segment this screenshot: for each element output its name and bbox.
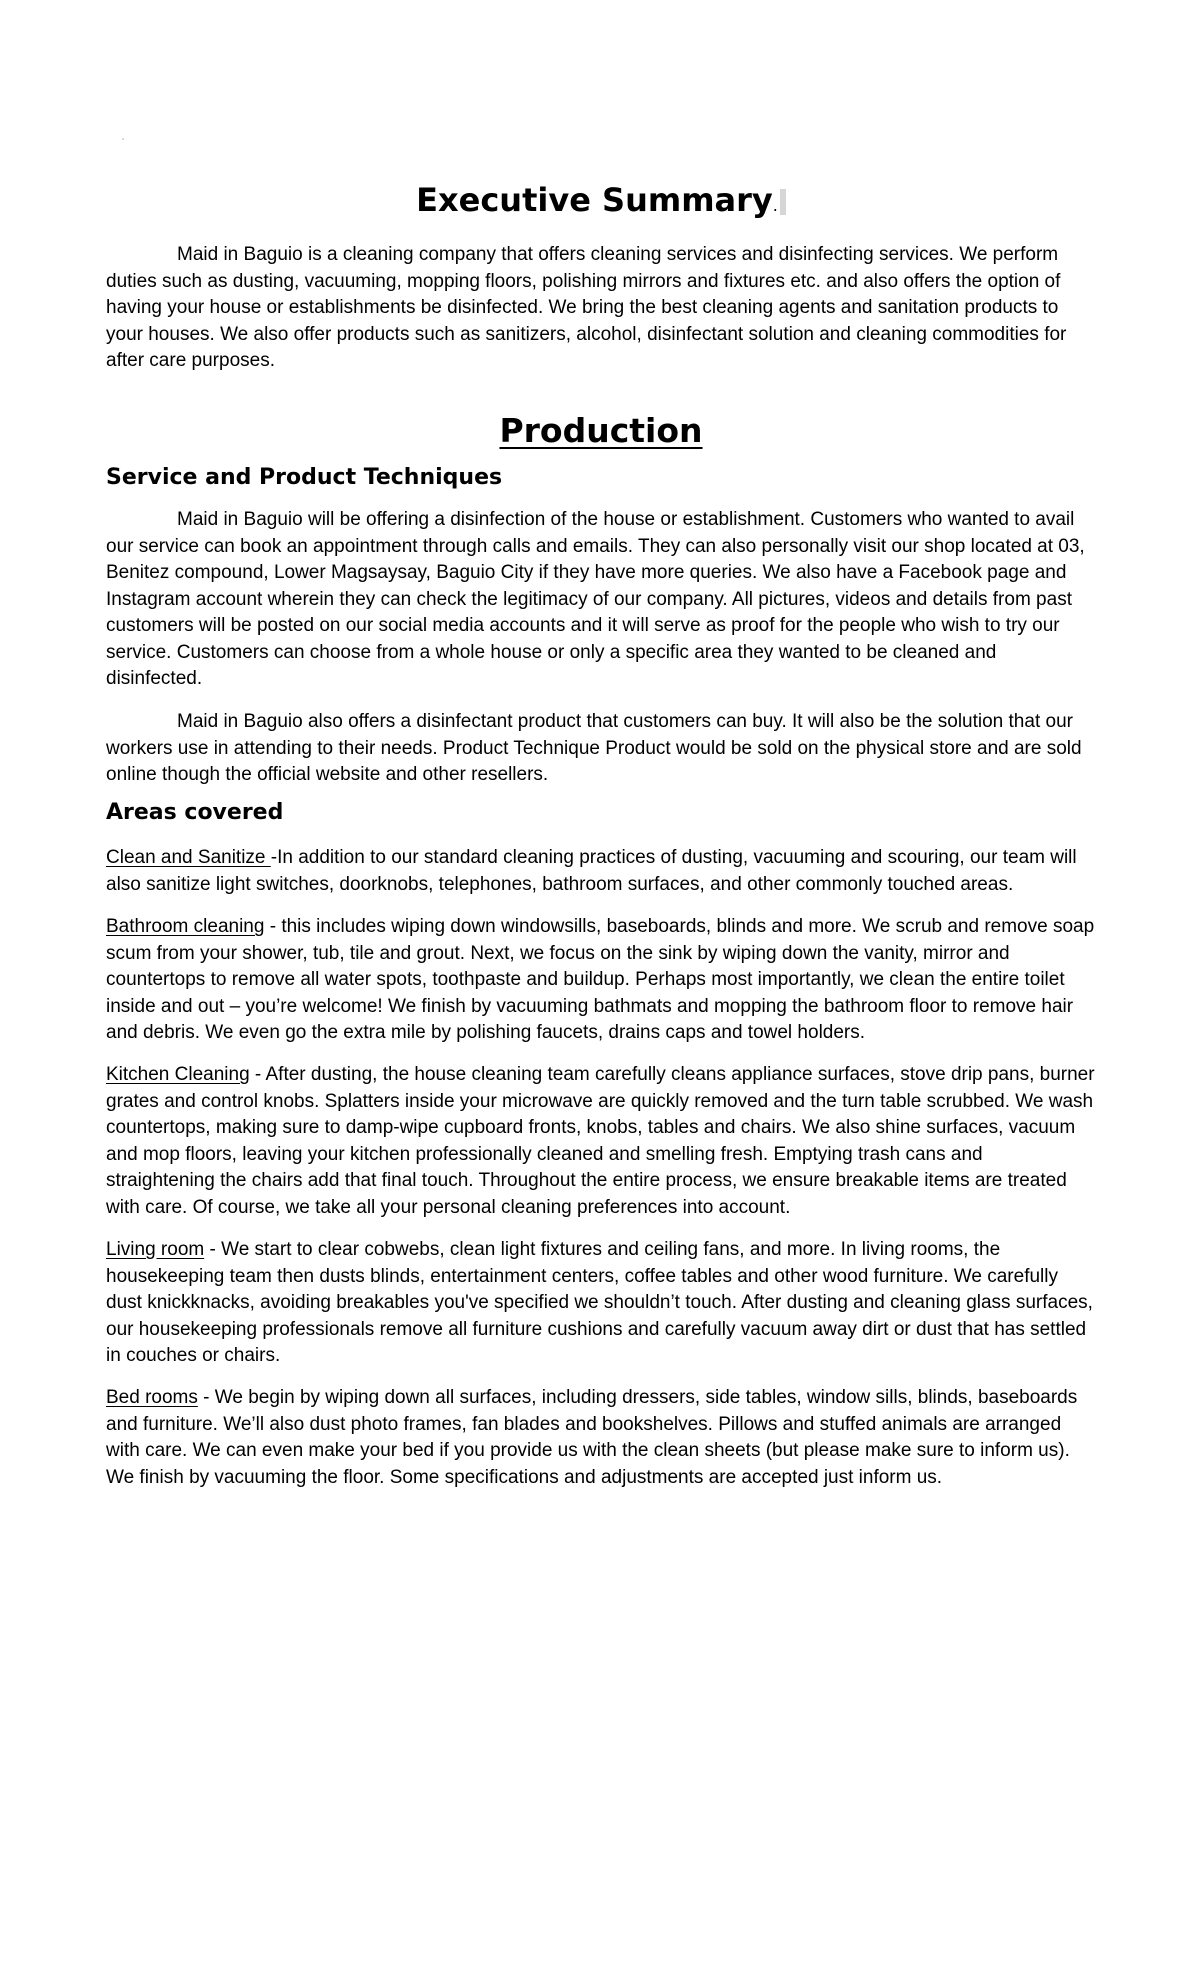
area-label: Kitchen Cleaning — [106, 1064, 250, 1085]
service-paragraph-1: Maid in Baguio will be offering a disinfection of the house or establishment. Customers who wanted to avail our service can book an appointment through calls and emails. They can also personally visit our shop located at 03, Benitez compound, Lower Magsaysay, Baguio City if they have more queries. We also have a Facebook page and Instagram account wherein they can check the legitimacy of our company. All pictures, videos and details from past customers will be posted on our social media accounts and it will serve as proof for the people who wish to try our service. Customers can choose from a whole house or only a specific area they wanted to be cleaned and disinfected. — [106, 509, 1085, 689]
area-label: Clean and Sanitize — [106, 847, 271, 868]
executive-summary-title-suffix: . — [772, 196, 778, 215]
area-living-room — [106, 1237, 1096, 1370]
service-techniques-heading: Service and Product Techniques — [106, 465, 503, 490]
area-bathroom-cleaning — [106, 914, 1096, 1047]
areas-covered-heading: Areas covered — [106, 800, 284, 825]
area-bed-rooms — [106, 1385, 1096, 1491]
production-title: Production — [499, 411, 703, 450]
area-label: Bed rooms — [106, 1387, 198, 1408]
service-paragraph-2: Maid in Baguio also offers a disinfectant product that customers can buy. It will also be the solution that our workers use in attending to their needs. Product Technique Product would be sold on the physical store and are sold online though the official website and other resellers. — [106, 711, 1082, 785]
area-label: Living room — [106, 1239, 205, 1260]
area-kitchen-cleaning — [106, 1062, 1096, 1221]
stray-mark — [122, 138, 124, 140]
area-text: - After dusting, the house cleaning team carefully cleans appliance surfaces, stove drip pans, burner grates and control knobs. Splatters inside your microwave are quickly removed and the turn table scrubbed. We wash countertops, making sure to damp-wipe cupboard fronts, knobs, tables and chairs. We also shine surfaces, vacuum and mop floors, leaving your kitchen professionally cleaned and smelling fresh. Emptying trash cans and straightening the chairs add that final touch. Throughout the entire process, we ensure breakable items are treated with care. Of course, we take all your personal cleaning preferences into account. — [106, 1064, 1095, 1218]
area-clean-and-sanitize — [106, 845, 1096, 898]
text-cursor-marker — [780, 189, 786, 215]
area-text: - We start to clear cobwebs, clean light fixtures and ceiling fans, and more. In living rooms, the housekeeping team then dusts blinds, entertainment centers, coffee tables and other wood furniture. We carefully dust knickknacks, avoiding breakables you've specified we shouldn’t touch. After dusting and cleaning glass surfaces, our housekeeping professionals remove all furniture cushions and carefully vacuum away dirt or dust that has settled in couches or chairs. — [106, 1239, 1093, 1366]
executive-summary-title — [106, 180, 1096, 226]
area-text: - We begin by wiping down all surfaces, including dressers, side tables, window sills, blinds, baseboards and furniture. We’ll also dust photo frames, fan blades and bookshelves. Pillows and stuffed animals are arranged with care. We can even make your bed if you provide us with the clean sheets (but please make sure to inform us). We finish by vacuuming the floor. Some specifications and adjustments are accepted just inform us. — [106, 1387, 1078, 1488]
executive-summary-paragraph: Maid in Baguio is a cleaning company that offers cleaning services and disinfecting services. We perform duties such as dusting, vacuuming, mopping floors, polishing mirrors and fixtures etc. and also offers the option of having your house or establishments be disinfected. We bring the best cleaning agents and sanitation products to your houses. We also offer products such as sanitizers, alcohol, disinfectant solution and cleaning commodities for after care purposes. — [106, 244, 1067, 371]
area-label: Bathroom cleaning — [106, 916, 265, 937]
executive-summary-title-text: Executive Summary — [416, 181, 773, 219]
area-text: -In addition to our standard cleaning practices of dusting, vacuuming and scouring, our team will also sanitize light switches, doorknobs, telephones, bathroom surfaces, and other commonly touched areas. — [106, 847, 1077, 895]
area-text: - this includes wiping down windowsills, baseboards, blinds and more. We scrub and remove soap scum from your shower, tub, tile and grout. Next, we focus on the sink by wiping down the vanity, mirror and countertops to remove all water spots, toothpaste and buildup. Perhaps most importantly, we clean the entire toilet inside and out – you’re welcome! We finish by vacuuming bathmats and mopping the bathroom floor to remove hair and debris. We even go the extra mile by polishing faucets, drains caps and towel holders. — [106, 916, 1095, 1043]
